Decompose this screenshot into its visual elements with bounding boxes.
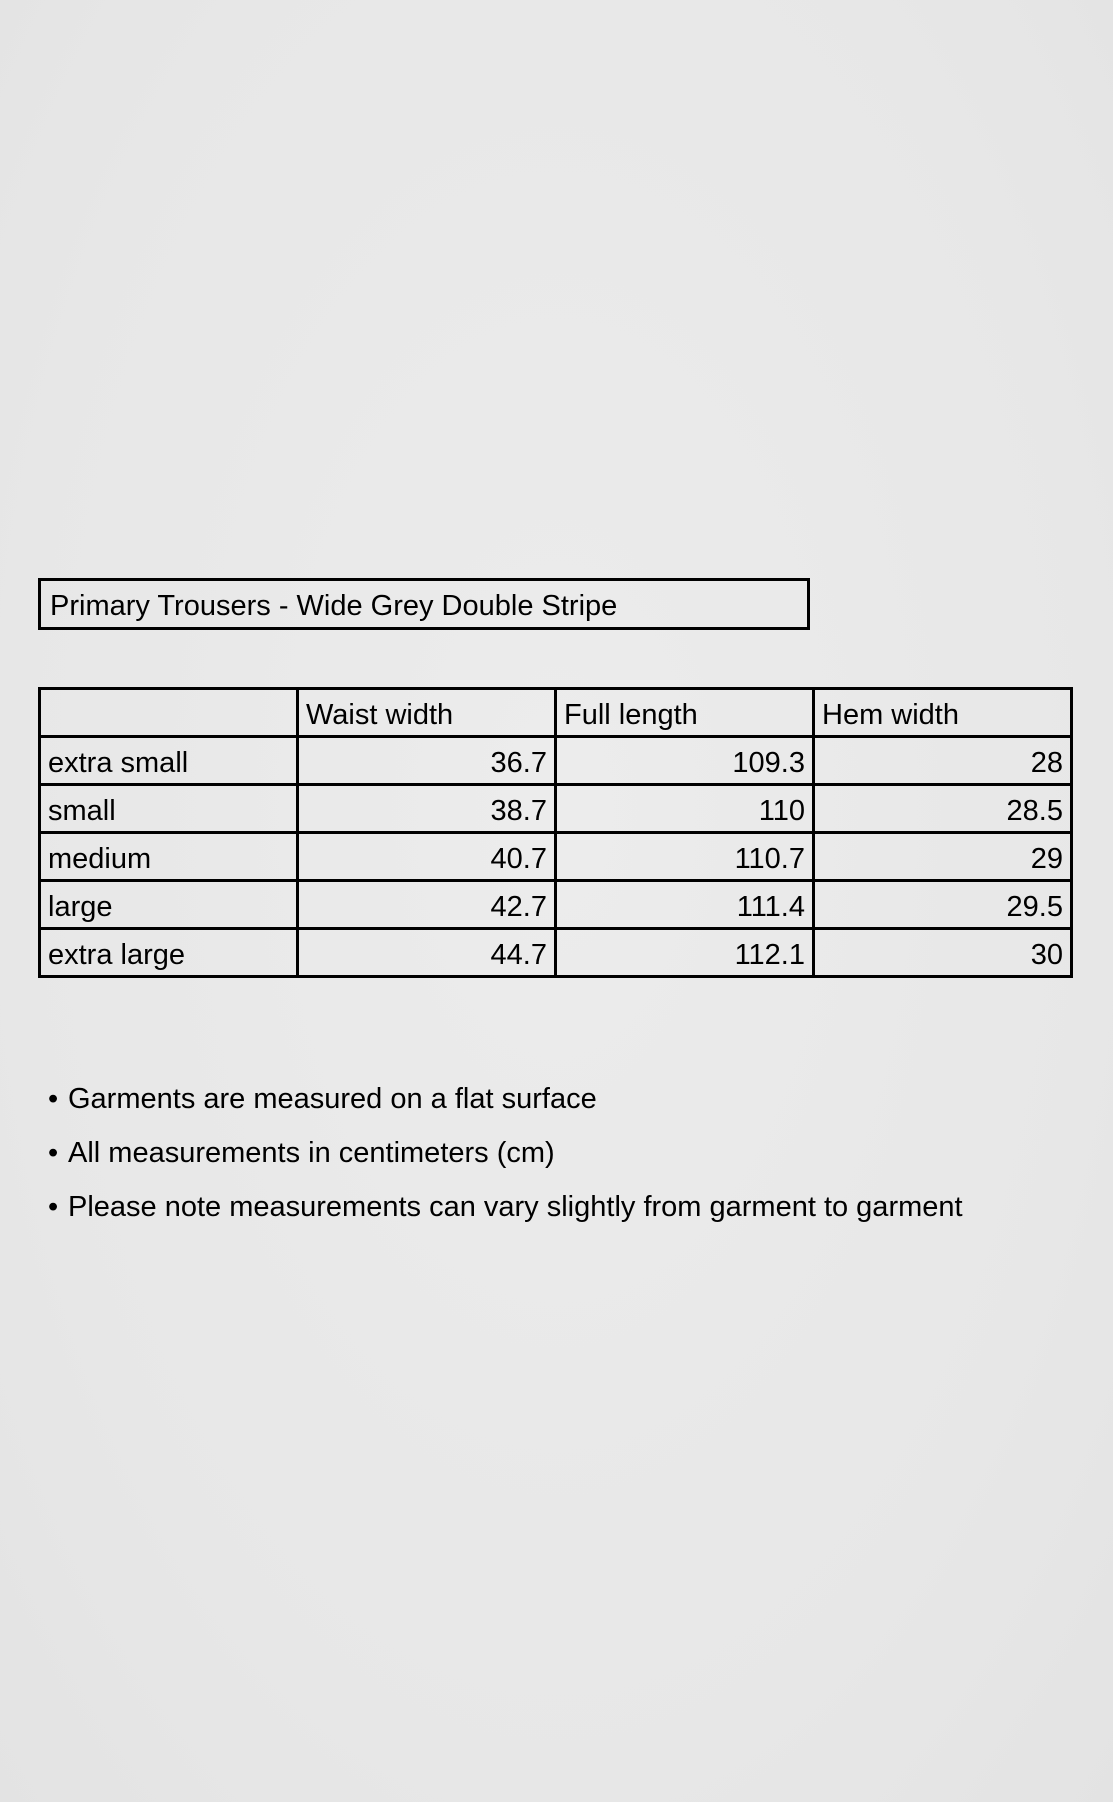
waist-value: 36.7 xyxy=(298,737,556,785)
note-text: All measurements in centimeters (cm) xyxy=(68,1137,555,1169)
size-label: small xyxy=(40,785,298,833)
note-text: Please note measurements can vary slightly from garment to garment xyxy=(68,1191,963,1223)
table-row xyxy=(40,785,1072,833)
hem-value: 29.5 xyxy=(814,881,1072,929)
product-title xyxy=(38,578,810,630)
measurement-notes xyxy=(48,1075,963,1237)
length-value: 109.3 xyxy=(556,737,814,785)
table-header-row xyxy=(40,689,1072,737)
waist-value: 42.7 xyxy=(298,881,556,929)
note-text: Garments are measured on a flat surface xyxy=(68,1083,597,1115)
length-value: 111.4 xyxy=(556,881,814,929)
list-item xyxy=(48,1075,963,1129)
header-size-column xyxy=(40,689,298,737)
size-table xyxy=(38,687,1073,978)
length-value: 110.7 xyxy=(556,833,814,881)
header-full-length: Full length xyxy=(556,689,814,737)
waist-value: 40.7 xyxy=(298,833,556,881)
table-row xyxy=(40,737,1072,785)
hem-value: 30 xyxy=(814,929,1072,977)
table-row xyxy=(40,881,1072,929)
product-title-text: Primary Trousers - Wide Grey Double Stripe xyxy=(50,589,618,622)
hem-value: 29 xyxy=(814,833,1072,881)
header-waist-width: Waist width xyxy=(298,689,556,737)
bullet-icon: • xyxy=(48,1083,59,1115)
table-row xyxy=(40,929,1072,977)
length-value: 112.1 xyxy=(556,929,814,977)
size-label: large xyxy=(40,881,298,929)
table-row xyxy=(40,833,1072,881)
hem-value: 28 xyxy=(814,737,1072,785)
list-item xyxy=(48,1129,963,1183)
size-label: medium xyxy=(40,833,298,881)
hem-value: 28.5 xyxy=(814,785,1072,833)
size-label: extra large xyxy=(40,929,298,977)
size-label: extra small xyxy=(40,737,298,785)
header-hem-width: Hem width xyxy=(814,689,1072,737)
list-item xyxy=(48,1183,963,1237)
waist-value: 44.7 xyxy=(298,929,556,977)
bullet-icon: • xyxy=(48,1137,59,1169)
bullet-icon: • xyxy=(48,1191,59,1223)
length-value: 110 xyxy=(556,785,814,833)
waist-value: 38.7 xyxy=(298,785,556,833)
